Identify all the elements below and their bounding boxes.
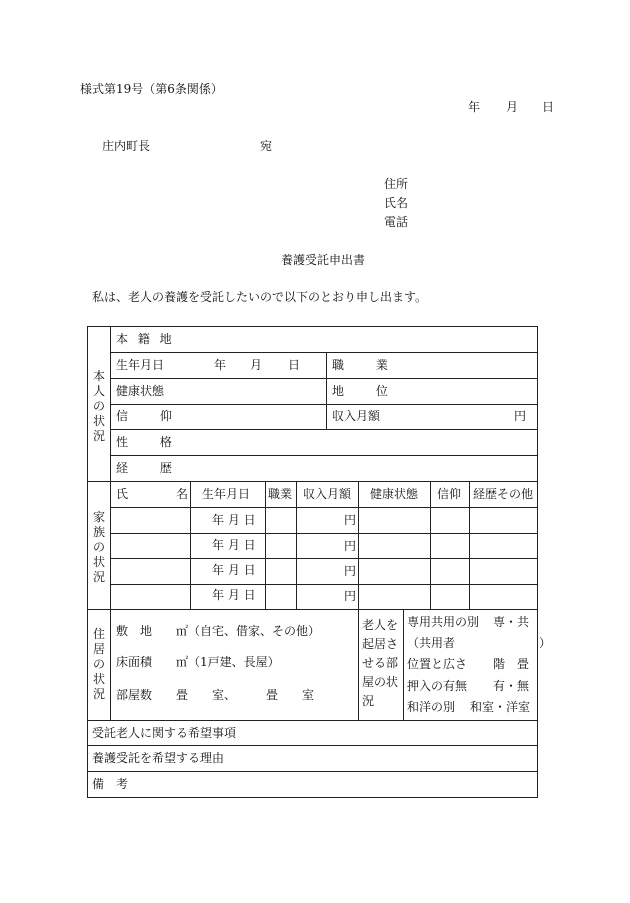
section-label-housing: 住居の状況 xyxy=(92,627,105,701)
wishes-row-label: 受託老人に関する希望事項 xyxy=(92,726,237,740)
family-header-income: 収入月額 xyxy=(303,487,352,501)
room-count-line: 部屋数 畳 室、 畳 室 xyxy=(116,688,315,702)
income-yen-unit: 円 xyxy=(514,409,527,423)
family-header-name: 氏 名 xyxy=(116,487,189,501)
applicant-phone-label: 電話 xyxy=(384,215,409,229)
birthdate-label: 生年月日 xyxy=(116,358,165,372)
family-row-4-yen: 円 xyxy=(344,589,357,603)
family-header-occupation: 職業 xyxy=(268,487,293,501)
birth-month-label: 月 xyxy=(250,358,263,372)
date-year-label: 年 xyxy=(468,100,481,114)
date-month-label: 月 xyxy=(506,100,519,114)
applicant-name-label: 氏名 xyxy=(384,196,409,210)
section-label-person: 本人の状況 xyxy=(92,369,105,443)
position-label: 地 位 xyxy=(332,384,402,398)
reason-row-label: 養護受託を希望する理由 xyxy=(92,751,225,765)
personality-label: 性 格 xyxy=(116,435,186,449)
family-header-health: 健康状態 xyxy=(370,487,419,501)
shared-label: 専用共用の別 xyxy=(407,615,480,629)
room-style-label: 和洋の別 xyxy=(407,700,456,714)
family-row-2-date: 年 月 日 xyxy=(212,538,256,552)
faith-label: 信 仰 xyxy=(116,409,186,423)
co-user-line: （共用者 ） xyxy=(407,636,552,650)
site-area-line: 敷 地 ㎡（自宅、借家、その他） xyxy=(116,624,321,638)
birth-year-label: 年 xyxy=(214,358,227,372)
family-header-faith: 信仰 xyxy=(437,487,462,501)
floor-area-line: 床面積 ㎡（1戸建、長屋） xyxy=(116,655,280,669)
section-label-family: 家族の状況 xyxy=(92,510,105,584)
intro-text: 私は、老人の養護を受託したいので以下のとおり申し出ます。 xyxy=(92,290,428,304)
elder-room-label: 老人を起居させる部屋の状況 xyxy=(362,618,399,708)
remarks-row-label: 備 考 xyxy=(92,777,129,791)
family-row-2-yen: 円 xyxy=(344,539,357,553)
family-row-4-date: 年 月 日 xyxy=(212,588,256,602)
family-row-1-yen: 円 xyxy=(344,513,357,527)
health-label: 健康状態 xyxy=(116,384,165,398)
date-day-label: 日 xyxy=(542,100,555,114)
shared-value: 専・共 xyxy=(493,615,530,629)
location-size-value: 階 畳 xyxy=(493,657,530,671)
domicile-label: 本 籍 地 xyxy=(116,332,175,346)
family-row-3-date: 年 月 日 xyxy=(212,563,256,577)
birth-day-label: 日 xyxy=(288,358,301,372)
closet-label: 押入の有無 xyxy=(407,679,468,693)
room-style-value: 和室・洋室 xyxy=(470,700,531,714)
career-label: 経 歴 xyxy=(116,461,186,475)
family-row-3-yen: 円 xyxy=(344,564,357,578)
monthly-income-label: 収入月額 xyxy=(332,409,381,423)
closet-value: 有・無 xyxy=(493,679,530,693)
addressee-suffix: 宛 xyxy=(260,139,273,153)
family-header-birthdate: 生年月日 xyxy=(202,487,251,501)
family-header-career: 経歴その他 xyxy=(473,487,534,501)
location-size-label: 位置と広さ xyxy=(407,657,468,671)
family-row-1-date: 年 月 日 xyxy=(212,513,256,527)
addressee: 庄内町長 xyxy=(102,139,151,153)
form-number: 様式第19号（第6条関係） xyxy=(80,82,223,96)
document-title: 養護受託申出書 xyxy=(281,253,366,267)
occupation-label: 職 業 xyxy=(332,358,402,372)
applicant-address-label: 住所 xyxy=(384,177,409,191)
